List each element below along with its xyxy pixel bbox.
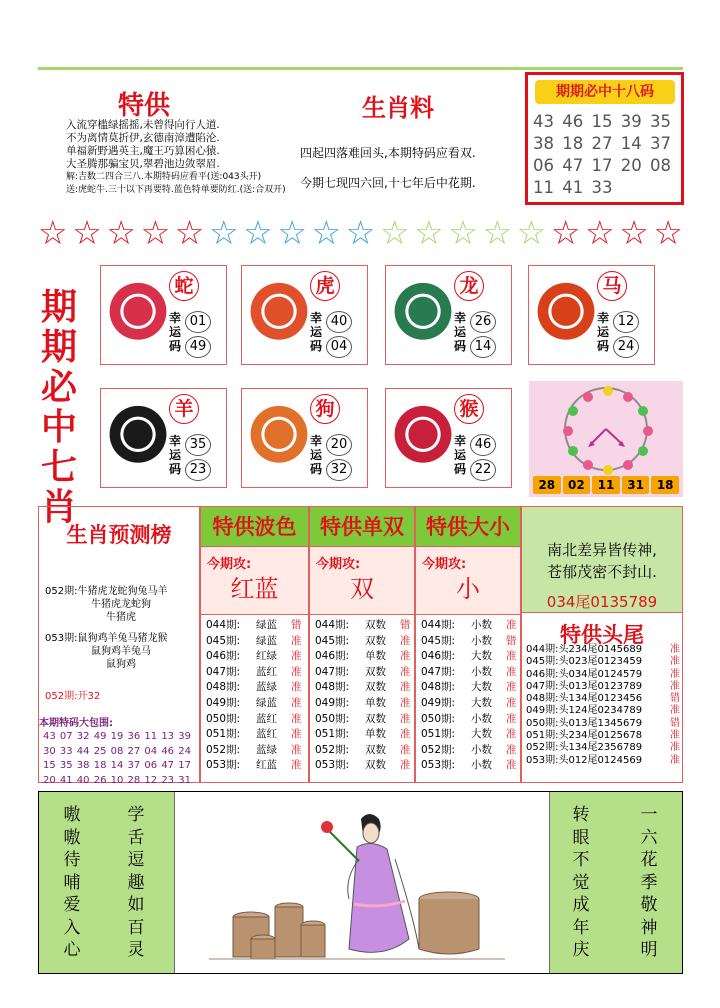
star-icon: ☆ bbox=[516, 213, 547, 252]
result-mark: 准 bbox=[670, 656, 680, 668]
eighteen-numbers-list: 43 46 15 39 35 38 18 27 14 37 06 47 17 20 08 11 41 33 bbox=[533, 112, 671, 197]
star-row bbox=[38, 214, 683, 254]
history-row: 050期: 蓝红 准 bbox=[206, 712, 313, 728]
history-row: 047期: 双数 准 bbox=[315, 665, 419, 681]
shengxiaoliao-text: 四起四落难回头,本期特码应看双. 今期七现四六回,十七年后中花期. bbox=[300, 146, 476, 190]
history-row: 052期: 蓝绿 准 bbox=[206, 743, 313, 759]
star-icon: ☆ bbox=[345, 213, 376, 252]
star-icon: ☆ bbox=[448, 213, 478, 252]
history-row: 045期: 小数 错 bbox=[421, 634, 525, 650]
lucky-number: 14 bbox=[470, 336, 496, 358]
history-row: 048期: 大数 准 bbox=[421, 680, 525, 696]
star-icon: ☆ bbox=[243, 213, 273, 252]
star-icon: ☆ bbox=[379, 213, 410, 252]
result-mark: 准 bbox=[291, 650, 302, 663]
history-row: 048期: 蓝绿 准 bbox=[206, 680, 313, 696]
verse-col-4: 一六花季敬神明 bbox=[640, 805, 658, 960]
tegong-title: 特供 bbox=[118, 91, 171, 121]
result-mark: 准 bbox=[400, 681, 411, 694]
verse-col-3: 转眼不觉成年庆 bbox=[572, 805, 590, 960]
lucky-number: 32 bbox=[326, 459, 352, 481]
result-mark: 准 bbox=[400, 650, 411, 663]
zodiac-name: 虎 bbox=[310, 271, 340, 301]
result-mark: 准 bbox=[506, 743, 517, 756]
lucky-number: 24 bbox=[613, 336, 639, 358]
result-mark: 准 bbox=[400, 696, 411, 709]
zodiac-card bbox=[241, 388, 368, 488]
history-row: 053期:头012尾0124569 准 bbox=[526, 754, 680, 766]
bose-attack-value: 红蓝 bbox=[230, 575, 279, 603]
result-mark: 准 bbox=[400, 759, 411, 772]
zodiac-name: 蛇 bbox=[169, 271, 199, 301]
result-mark: 准 bbox=[670, 644, 680, 655]
star-icon: ☆ bbox=[106, 213, 136, 252]
danshuang-panel bbox=[309, 506, 415, 783]
tiger-papercut-icon bbox=[248, 278, 310, 352]
result-mark: 错 bbox=[670, 717, 680, 729]
history-row: 052期: 双数 准 bbox=[315, 743, 419, 759]
history-row: 046期: 大数 准 bbox=[421, 649, 525, 665]
history-row: 053期: 双数 准 bbox=[315, 758, 419, 774]
history-row: 053期: 小数 准 bbox=[421, 758, 525, 774]
snake-papercut-icon bbox=[107, 278, 169, 352]
zodiac-card bbox=[385, 265, 512, 365]
star-icon: ☆ bbox=[414, 213, 444, 252]
eighteen-numbers-title: 期期必中十八码 bbox=[535, 80, 675, 104]
result-mark: 准 bbox=[670, 730, 680, 742]
history-row: 044期: 绿蓝 错 bbox=[206, 618, 313, 634]
lucky-label: 幸运码 bbox=[454, 434, 467, 476]
result-mark: 准 bbox=[670, 680, 680, 692]
head-tail-poem: 南北差异皆传神, 苍郁茂密不封山. bbox=[547, 541, 657, 581]
history-row: 052期:头134尾2356789 准 bbox=[526, 742, 680, 754]
result-mark: 准 bbox=[506, 681, 517, 694]
prediction-title: 生肖预测榜 bbox=[66, 523, 172, 547]
head-tail-numbers: 034尾0135789 bbox=[546, 593, 658, 611]
result-mark: 准 bbox=[506, 712, 517, 725]
result-mark: 准 bbox=[291, 665, 302, 678]
prediction-text: 052期:牛猪虎龙蛇狗兔马羊 牛猪虎龙蛇狗 牛猪虎 053期:鼠狗鸡羊兔马猪龙猴 鼠狗鸡羊兔马 鼠狗鸡 bbox=[45, 586, 168, 670]
dragon-papercut-icon bbox=[392, 278, 454, 352]
danshuang-title: 特供单双 bbox=[310, 507, 414, 547]
zodiac-card bbox=[241, 265, 368, 365]
history-row: 047期: 小数 准 bbox=[421, 665, 525, 681]
history-row: 047期:头013尾0123789 准 bbox=[526, 680, 680, 692]
danshuang-attack-value: 双 bbox=[350, 575, 374, 603]
zodiac-name: 猴 bbox=[454, 394, 484, 424]
star-icon: ☆ bbox=[140, 213, 171, 252]
history-row: 050期:头013尾1345679 错 bbox=[526, 717, 680, 729]
result-mark: 准 bbox=[670, 742, 680, 754]
result-mark: 准 bbox=[400, 665, 411, 678]
history-row: 052期: 小数 准 bbox=[421, 743, 525, 759]
bag-numbers: 43 07 32 49 19 36 11 13 39 30 33 44 25 08 27 04 46 24 15 35 38 18 14 37 06 47 17 20 41 40 26 10 28 12 23 31 bbox=[43, 731, 191, 786]
bose-history bbox=[206, 618, 313, 774]
history-row: 046期: 单数 准 bbox=[315, 649, 419, 665]
result-mark: 错 bbox=[400, 619, 411, 631]
history-row: 051期: 大数 准 bbox=[421, 727, 525, 743]
lucky-label: 幸运码 bbox=[169, 434, 182, 476]
history-row: 048期:头134尾0123456 错 bbox=[526, 693, 680, 705]
lucky-number: 23 bbox=[185, 459, 211, 481]
lucky-number: 01 bbox=[185, 311, 211, 333]
star-icon: ☆ bbox=[311, 213, 342, 252]
daxiao-attack-label: 今期攻: bbox=[422, 557, 467, 572]
lucky-number: 12 bbox=[613, 311, 639, 333]
star-icon: ☆ bbox=[277, 213, 307, 252]
daxiao-history bbox=[421, 618, 525, 774]
monkey-papercut-icon bbox=[392, 401, 454, 475]
history-row: 046期:头034尾0124579 准 bbox=[526, 668, 680, 680]
lucky-number: 49 bbox=[185, 336, 211, 358]
lucky-label: 幸运码 bbox=[454, 311, 467, 353]
history-row: 047期: 蓝红 准 bbox=[206, 665, 313, 681]
dog-papercut-icon bbox=[248, 401, 310, 475]
history-row: 044期:头234尾0145689 准 bbox=[526, 644, 680, 655]
history-row: 045期:头023尾0123459 准 bbox=[526, 656, 680, 668]
result-mark: 准 bbox=[506, 696, 517, 709]
result-mark: 准 bbox=[291, 634, 302, 647]
star-icon: ☆ bbox=[550, 213, 581, 252]
daxiao-panel bbox=[415, 506, 521, 783]
zodiac-name: 马 bbox=[597, 271, 627, 301]
lucky-number: 40 bbox=[326, 311, 352, 333]
history-row: 049期: 绿蓝 准 bbox=[206, 696, 313, 712]
bose-title: 特供波色 bbox=[201, 507, 308, 547]
clock-numbers: 28 02 11 31 18 bbox=[533, 476, 679, 494]
danshuang-history bbox=[315, 618, 419, 774]
zodiac-card bbox=[385, 388, 512, 488]
star-icon: ☆ bbox=[482, 213, 513, 252]
history-row: 044期: 双数 错 bbox=[315, 618, 419, 634]
result-mark: 准 bbox=[506, 619, 517, 631]
star-icon: ☆ bbox=[208, 213, 239, 252]
history-row: 045期: 双数 准 bbox=[315, 634, 419, 650]
daxiao-attack-value: 小 bbox=[456, 575, 480, 603]
history-row: 045期: 绿蓝 准 bbox=[206, 634, 313, 650]
result-mark: 准 bbox=[291, 696, 302, 709]
result-mark: 准 bbox=[400, 728, 411, 741]
result-mark: 准 bbox=[506, 650, 517, 663]
verse-col-1: 嗷嗷待哺爱入心 bbox=[63, 805, 81, 960]
clock-icon bbox=[564, 387, 648, 471]
zodiac-card bbox=[100, 265, 227, 365]
history-row: 049期:头124尾0234789 准 bbox=[526, 705, 680, 717]
prediction-result: 052期:开32 bbox=[45, 691, 101, 702]
result-mark: 准 bbox=[506, 665, 517, 678]
lucky-label: 幸运码 bbox=[169, 311, 182, 353]
history-row: 050期: 双数 准 bbox=[315, 712, 419, 728]
lucky-number: 26 bbox=[470, 311, 496, 333]
lucky-number: 20 bbox=[326, 434, 352, 456]
star-icon: ☆ bbox=[174, 213, 205, 252]
history-row: 051期: 单数 准 bbox=[315, 727, 419, 743]
result-mark: 准 bbox=[291, 712, 302, 725]
result-mark: 准 bbox=[400, 634, 411, 647]
history-row: 049期: 大数 准 bbox=[421, 696, 525, 712]
lucky-label: 幸运码 bbox=[310, 311, 323, 353]
result-mark: 准 bbox=[670, 668, 680, 680]
bose-attack-label: 今期攻: bbox=[207, 557, 252, 572]
head-tail-history bbox=[526, 644, 682, 767]
history-row: 048期: 双数 准 bbox=[315, 680, 419, 696]
zodiac-name: 龙 bbox=[454, 271, 484, 301]
result-mark: 准 bbox=[291, 728, 302, 741]
bose-panel bbox=[200, 506, 309, 783]
result-mark: 准 bbox=[291, 681, 302, 694]
tegong-note-2: 送:虎蛇牛.三十以下再要特.蓝色特单要防红.(送:合双开) bbox=[66, 184, 286, 195]
result-mark: 准 bbox=[400, 712, 411, 725]
verse-col-2: 学舌逗趣如百灵 bbox=[127, 805, 145, 960]
history-row: 050期: 小数 准 bbox=[421, 712, 525, 728]
star-icon: ☆ bbox=[72, 213, 102, 252]
lucky-number: 35 bbox=[185, 434, 211, 456]
tegong-note-1: 解:吉数二四合三八.本期特码应看平(送:043头开) bbox=[66, 172, 262, 182]
result-mark: 准 bbox=[506, 759, 517, 772]
lucky-label: 幸运码 bbox=[310, 434, 323, 476]
star-icon: ☆ bbox=[585, 213, 615, 252]
result-mark: 准 bbox=[670, 754, 680, 766]
history-row: 051期: 蓝红 准 bbox=[206, 727, 313, 743]
side-title: 期期必中七肖 bbox=[40, 287, 77, 528]
result-mark: 准 bbox=[400, 743, 411, 756]
star-icon: ☆ bbox=[38, 213, 68, 252]
history-row: 053期: 红蓝 准 bbox=[206, 758, 313, 774]
zodiac-card bbox=[528, 265, 655, 365]
star-icon: ☆ bbox=[653, 213, 683, 252]
lucky-number: 22 bbox=[470, 459, 496, 481]
zodiac-name: 狗 bbox=[310, 394, 340, 424]
result-mark: 准 bbox=[291, 743, 302, 756]
result-mark: 错 bbox=[291, 619, 302, 631]
horse-papercut-icon bbox=[535, 278, 597, 352]
zodiac-card bbox=[100, 388, 227, 488]
shengxiaoliao-title: 生肖料 bbox=[362, 94, 434, 122]
danshuang-attack-label: 今期攻: bbox=[316, 557, 361, 572]
goat-papercut-icon bbox=[107, 401, 169, 475]
history-row: 046期: 红绿 准 bbox=[206, 649, 313, 665]
head-tail-title: 特供头尾 bbox=[560, 623, 644, 647]
daxiao-title: 特供大小 bbox=[416, 507, 520, 547]
lucky-number: 04 bbox=[326, 336, 352, 358]
tegong-poem: 入流穿槛绿摇摇,未曾得向行人道. 不为离情莫折伊,玄德南漳遭陷沦. 单福新野遇英主,魔王巧算困心猿. 大圣腾那骗宝贝,翠碧池边敛翠眉. 解:吉数二四合三八.本期特码应看平(送:043头开) 送:虎蛇牛.三十以下再要特.蓝色特单要防红.(送:合双开) bbox=[66, 119, 286, 195]
result-mark: 准 bbox=[291, 759, 302, 772]
lucky-number: 46 bbox=[470, 434, 496, 456]
history-row: 049期: 单数 准 bbox=[315, 696, 419, 712]
result-mark: 准 bbox=[670, 705, 680, 717]
bag-title: 本期特码大包围: bbox=[39, 718, 113, 729]
prediction-panel bbox=[38, 506, 200, 786]
result-mark: 准 bbox=[506, 728, 517, 741]
zodiac-name: 羊 bbox=[169, 394, 199, 424]
woman-with-flower-illustration bbox=[209, 799, 505, 967]
result-mark: 错 bbox=[506, 634, 517, 647]
lucky-label: 幸运码 bbox=[597, 311, 610, 353]
history-row: 051期:头234尾0125678 准 bbox=[526, 730, 680, 742]
head-tail-panel bbox=[521, 506, 683, 783]
result-mark: 错 bbox=[670, 693, 680, 705]
top-divider bbox=[38, 67, 683, 70]
history-row: 044期: 小数 准 bbox=[421, 618, 525, 634]
bottom-panel bbox=[38, 791, 683, 974]
star-icon: ☆ bbox=[619, 213, 649, 252]
clock-panel bbox=[529, 381, 683, 497]
